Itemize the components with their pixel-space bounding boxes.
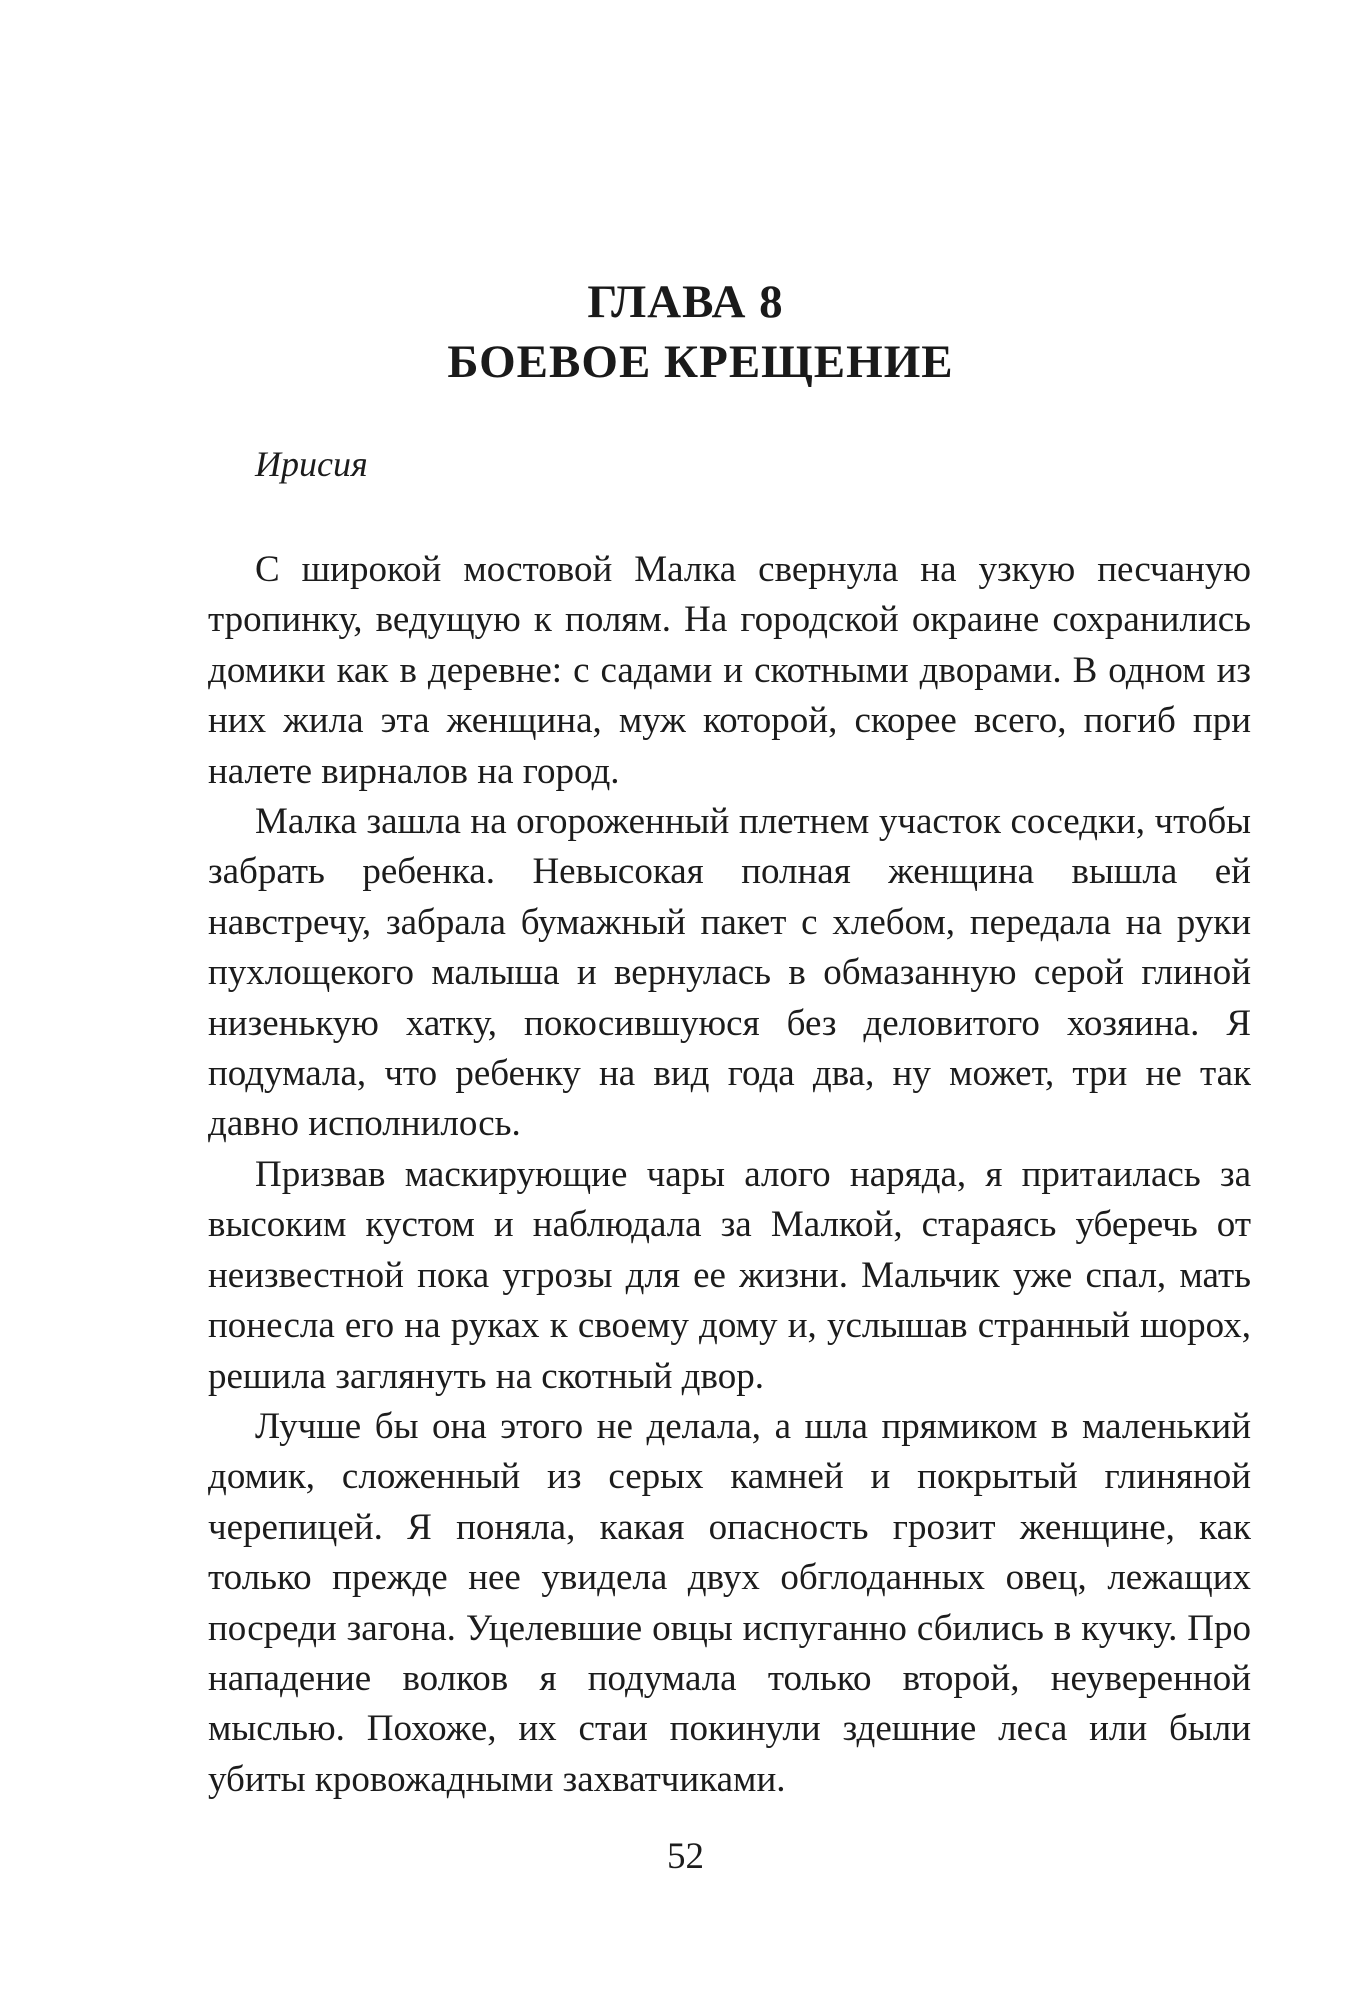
chapter-number: ГЛАВА 8 xyxy=(587,276,784,328)
paragraph: Малка зашла на огороженный плетнем участок соседки, чтобы забрать ребенка. Невысокая полная женщина вышла ей навстречу, забрала бумажный пакет с хлебом, передала на руки пухлощекого малыша и вернулась в обмазанную серой глиной низенькую хатку, покосившуюся без деловитого хозяина. Я подумала, что ребенку на вид года два, ну может, три не так давно исполнилось. xyxy=(208,801,1251,1145)
chapter-heading xyxy=(0,272,1371,392)
page-number: 52 xyxy=(667,1836,704,1877)
paragraph: С широкой мостовой Малка свернула на узкую песчаную тропинку, ведущую к полям. На городской окраине сохранились домики как в деревне: с садами и скотными дворами. В одном из них жила эта женщина, муж которой, скорее всего, погиб при налете вирналов на город. xyxy=(208,549,1251,792)
body-text xyxy=(208,545,1251,1805)
chapter-title: БОЕВОЕ КРЕЩЕНИЕ xyxy=(447,336,954,388)
paragraph: Лучше бы она этого не делала, а шла прямиком в маленький домик, сложенный из серых камней и покрытый глиняной черепицей. Я поняла, какая опасность грозит женщине, как только прежде нее увидела двух обглоданных овец, лежащих посреди загона. Уцелевшие овцы испуганно сбились в кучку. Про нападение волков я подумала только второй, неуверенной мыслью. Похоже, их стаи покинули здешние леса или были убиты кровожадными захватчиками. xyxy=(208,1405,1251,1800)
paragraph: Призвав маскирующие чары алого наряда, я притаилась за высоким кустом и наблюдала за Малкой, стараясь уберечь от неизвестной пока угрозы для ее жизни. Мальчик уже спал, мать понесла его на руках к своему дому и, услышав странный шорох, решила заглянуть на скотный двор. xyxy=(208,1153,1251,1397)
narrator-name: Ирисия xyxy=(255,444,368,484)
